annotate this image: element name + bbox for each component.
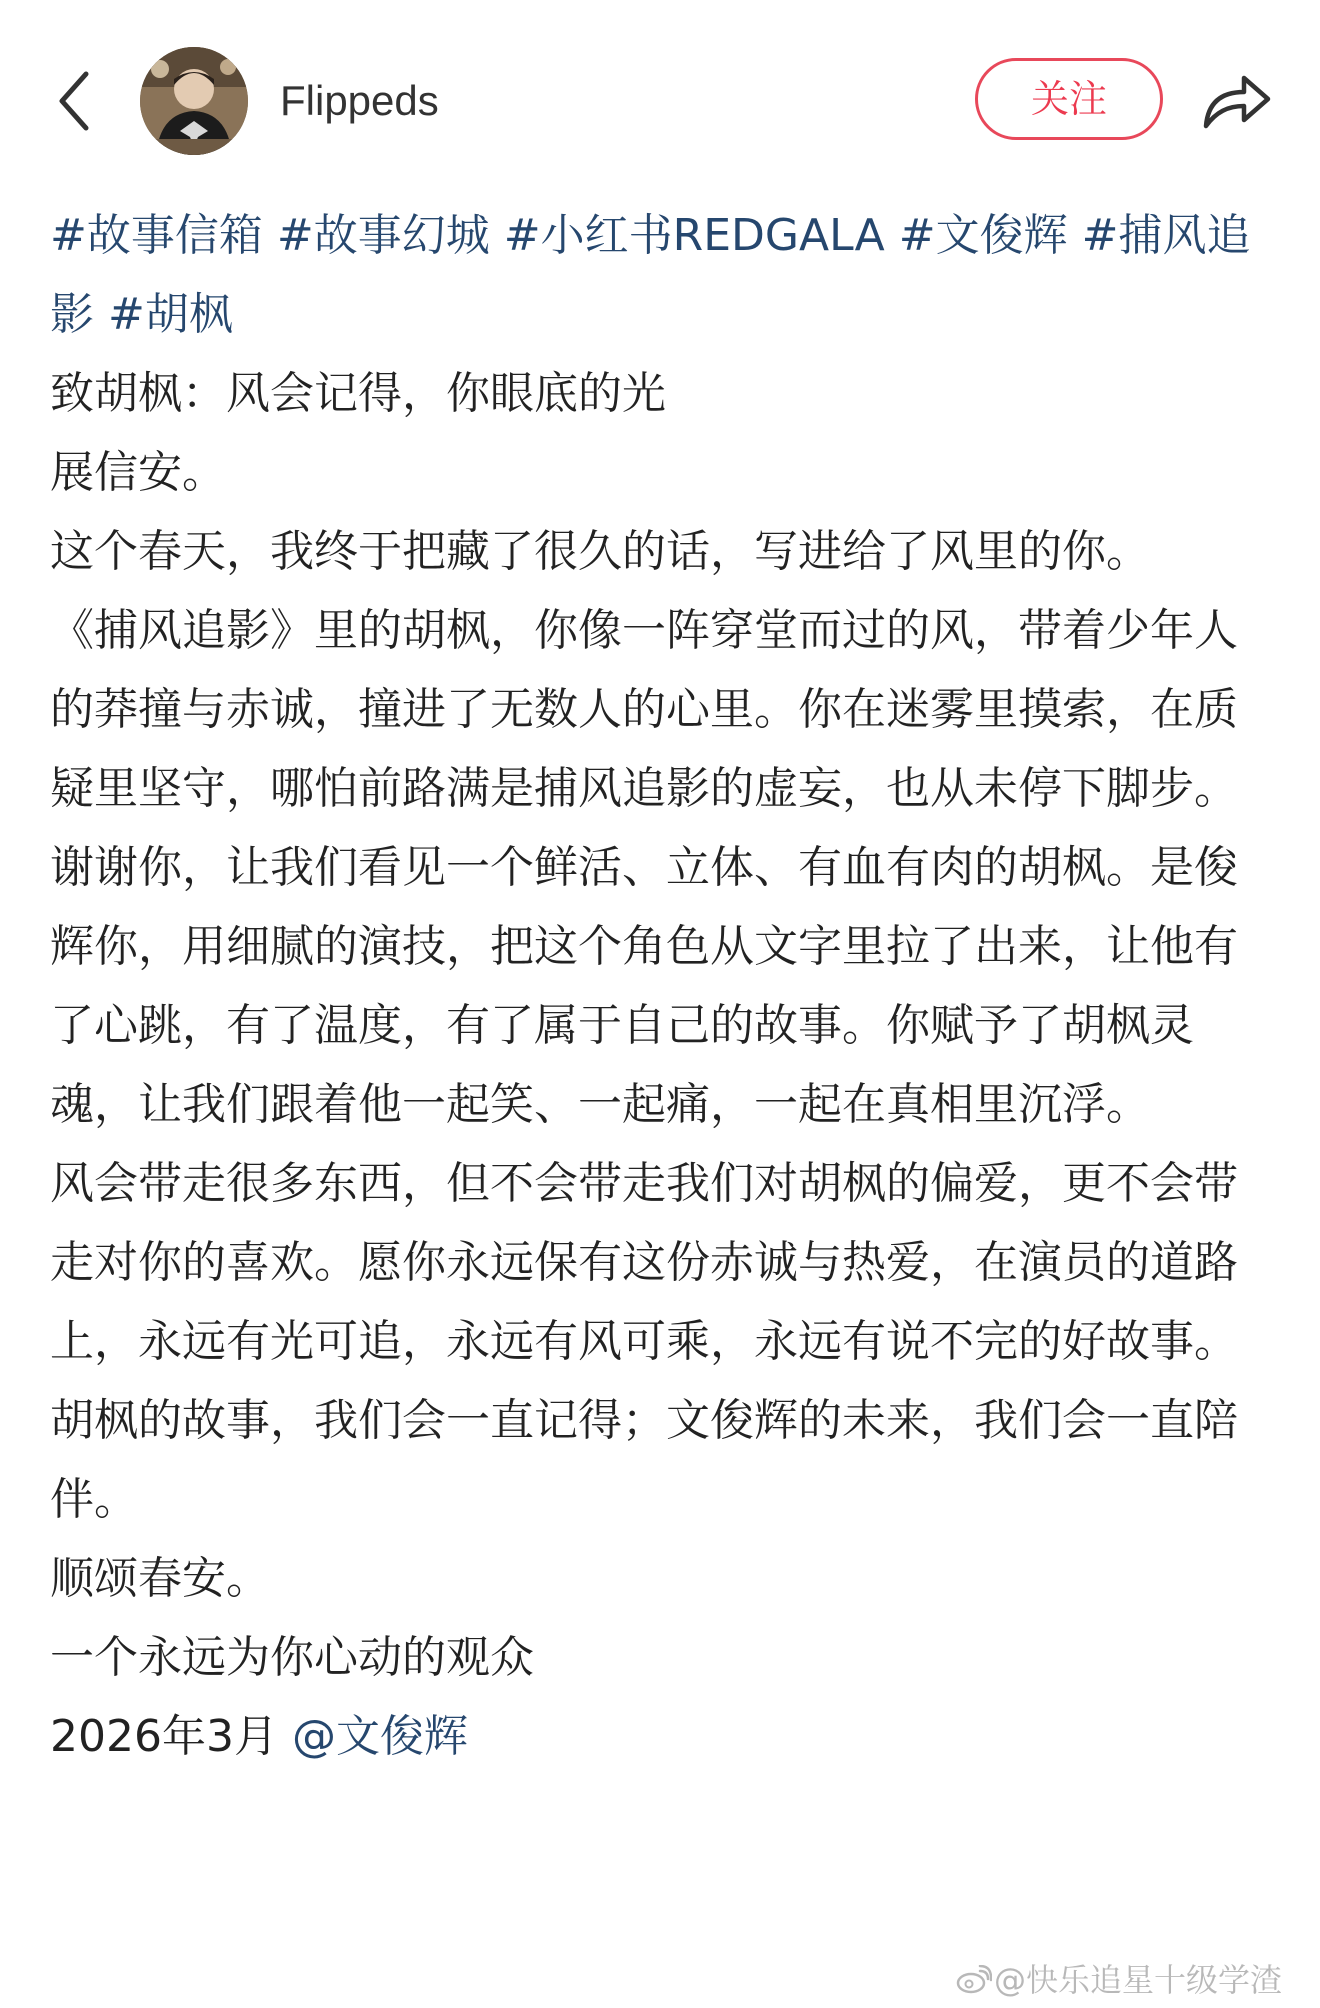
tag-link[interactable]: #故事幻城 — [276, 210, 490, 261]
post-date: 2026年3月 — [50, 1711, 278, 1762]
tag-list — [50, 196, 1280, 354]
username[interactable]: Flippeds — [280, 77, 439, 124]
letter-title: 致胡枫：风会记得，你眼底的光 — [50, 368, 666, 419]
tag-link[interactable]: #胡枫 — [108, 289, 233, 340]
post-paragraph: 这个春天，我终于把藏了很久的话，写进给了风里的你。 — [50, 526, 1150, 577]
weibo-logo-icon — [956, 1965, 992, 1995]
date-line — [50, 1697, 1280, 1776]
post-paragraph: 谢谢你，让我们看见一个鲜活、立体、有血有肉的胡枫。是俊辉你，用细腻的演技，把这个角色从文字里拉了出来，让他有了心跳，有了温度，有了属于自己的故事。你赋予了胡枫灵魂，让我们跟着他一起笑、一起痛，一起在真相里沉浮。 — [50, 842, 1238, 1130]
follow-button[interactable]: 关注 — [975, 58, 1163, 140]
tag-link[interactable]: #捕风追影 — [50, 210, 1251, 340]
post-body — [50, 196, 1280, 1776]
post-paragraph: 风会带走很多东西，但不会带走我们对胡枫的偏爱，更不会带走对你的喜欢。愿你永远保有这份赤诚与热爱，在演员的道路上，永远有光可追，永远有风可乘，永远有说不完的好故事。 — [50, 1158, 1238, 1367]
post-paragraph: 顺颂春安。 — [50, 1553, 270, 1604]
post-paragraph: 展信安。 — [50, 447, 226, 498]
post-paragraph: 胡枫的故事，我们会一直记得；文俊辉的未来，我们会一直陪伴。 — [50, 1395, 1238, 1525]
tag-link[interactable]: #故事信箱 — [50, 210, 263, 261]
letter-signature: 一个永远为你心动的观众 — [50, 1632, 534, 1683]
post-paragraph: 《捕风追影》里的胡枫，你像一阵穿堂而过的风，带着少年人的莽撞与赤诚，撞进了无数人的心里。你在迷雾里摸索，在质疑里坚守，哪怕前路满是捕风追影的虚妄，也从未停下脚步。 — [50, 605, 1238, 814]
watermark — [956, 1958, 1282, 2002]
watermark-text: @快乐追星十级学渣 — [994, 1961, 1283, 1999]
tag-link[interactable]: #文俊辉 — [898, 210, 1068, 261]
mention-link[interactable]: @文俊辉 — [291, 1711, 468, 1762]
avatar[interactable] — [140, 47, 248, 155]
chevron-left-icon[interactable] — [52, 66, 100, 136]
post-header — [0, 0, 1320, 200]
tag-link[interactable]: #小红书REDGALA — [503, 210, 885, 261]
share-arrow-icon[interactable] — [1200, 66, 1274, 132]
